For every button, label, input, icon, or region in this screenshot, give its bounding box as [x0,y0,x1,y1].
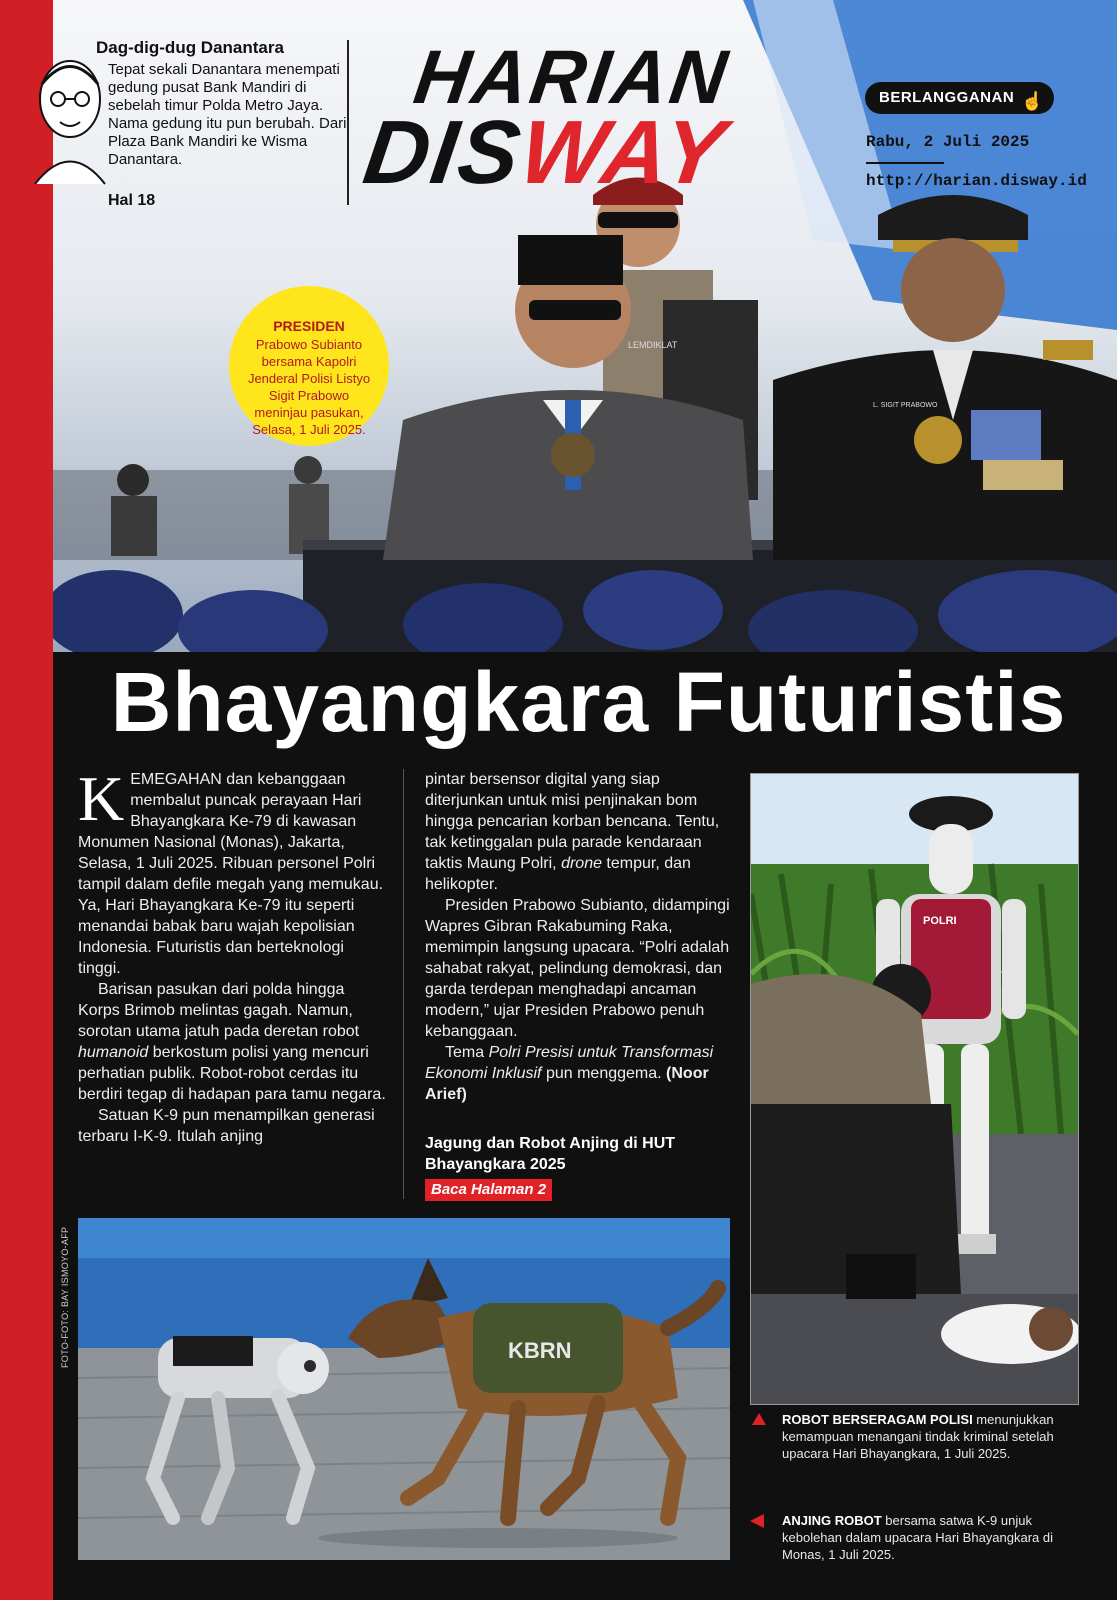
main-headline[interactable]: Bhayangkara Futuristis [110,655,1067,749]
caption-robot-police [782,1411,1082,1462]
harness-text: KBRN [508,1338,572,1363]
paragraph-text: pun menggema. [541,1065,667,1082]
masthead-line2 [357,103,733,203]
paragraph-text: berkostum polisi yang mencuri perhatian publik. Robot-robot cerdas itu berdiri tegap di hadapan para tamu negara. [78,1044,386,1103]
masthead-line1: HARIAN [409,35,735,120]
paragraph-text: tempur, dan helikopter. [425,855,691,893]
date-rule [866,162,944,164]
article-paragraph [425,1042,735,1105]
robot-dog-photo [78,1218,730,1560]
drop-cap: K [78,763,125,834]
site-url-link[interactable]: http://harian.disway.id [866,172,1087,190]
column-rule [403,769,404,1199]
read-page-link[interactable]: Baca Halaman 2 [425,1179,552,1201]
author-byline: (Noor Arief) [425,1065,709,1103]
paragraph-text: pintar bersensor digital yang siap diterjunkan untuk misi penjinakan bom hingga pencarian korban bencana. Tentu, tak ketinggalan pula parade kendaraan taktis Maung Polri, [425,771,720,872]
caption-lead: ROBOT BERSERAGAM POLISI [782,1412,973,1427]
caption-arrow-left-icon [750,1514,764,1528]
paragraph-text: Presiden Prabowo Subianto, didampingi Wapres Gibran Rakabuming Raka, memimpin langsung upacara. “Polri adalah sahabat rakyat, pelindung demokrasi, dan garda terdepan menghadapi ancaman modern,” ujar Presiden Prabowo penuh kebanggaan. [425,897,730,1040]
bubble-heading: PRESIDEN [273,318,345,334]
caption-arrow-up-icon [752,1413,766,1425]
column-page-ref: Hal 18 [108,192,156,209]
photo-caption-bubble [229,286,389,446]
italic-term: humanoid [78,1044,149,1061]
nameplate-text: L. SIGIT PRABOWO [873,402,938,409]
paragraph-text: Tema [445,1044,489,1061]
masthead-way: WAY [514,103,733,203]
teaser-title: Jagung dan Robot Anjing di HUT Bhayangkara 2025 [425,1135,676,1173]
column-divider [347,40,349,205]
paragraph-text: Barisan pasukan dari polda hingga Korps Brimob melintas gagah. Namun, sorotan utama jatuh pada deretan robot [78,981,360,1040]
robot-police-photo [750,773,1079,1405]
italic-term: Polri Presisi untuk Transformasi Ekonomi Inklusif [425,1044,714,1082]
italic-term: drone [561,855,602,872]
subscribe-label: BERLANGGANAN [879,89,1015,106]
photo-credit-text: FOTO-FOTO: BAY ISMOYO-AFP [60,1226,70,1368]
caption-text: menunjukkan kemampuan menangani tindak kriminal setelah upacara Hari Bhayangkara, 1 Juli 2025. [782,1412,1054,1461]
article-paragraph [78,1105,388,1147]
bubble-text: Prabowo Subianto bersama Kapolri Jenderal Polisi Listyo Sigit Prabowo meninjau pasukan, Selasa, 1 Juli 2025. [247,337,371,437]
caption-lead: ANJING ROBOT [782,1513,882,1528]
paragraph-text: EMEGAHAN dan kebanggaan membalut puncak perayaan Hari Bhayangkara Ke-79 di kawasan Monumen Nasional (Monas), Jakarta, Selasa, 1 Juli 2025. Ribuan personel Polri tampil dalam defile megah yang memukau. Ya, Hari Bhayangkara Ke-79 itu seperti menandai babak baru wajah kepolisian Indonesia. Futuristis dan berteknologi tinggi. [78,771,384,977]
issue-date: Rabu, 2 Juli 2025 [866,133,1030,151]
masthead-logo[interactable] [357,35,835,203]
robot-dog-illustration [78,1218,730,1560]
paragraph-text: Satuan K-9 pun menampilkan generasi terbaru I-K-9. Itulah anjing [78,1107,375,1145]
column-title: Dag-dig-dug Danantara [96,38,284,57]
photo-credit [60,1218,74,1378]
caption-text: bersama satwa K-9 unjuk kebolehan dalam upacara Hari Bhayangkara di Monas, 1 Juli 2025. [782,1513,1054,1562]
column-text: Tepat sekali Danantara menempati gedung pusat Bank Mandiri di sebelah timur Polda Metro Jaya. Nama gedung itu pun berubah. Dari Plaza Bank Mandiri ke Wisma Danantara. [108,61,347,168]
subscribe-button[interactable] [865,82,1054,114]
article-column-1 [78,763,388,1147]
robot-police-illustration [751,774,1078,1404]
related-story-teaser[interactable] [425,1133,735,1201]
article-column-2 [425,769,735,1105]
article-paragraph [78,763,388,979]
patch-text: LEMDIKLAT [628,340,678,350]
columnist-portrait-icon [30,44,110,194]
left-accent-bar [0,0,53,1600]
article-paragraph [425,769,735,895]
masthead-dis: DIS [357,103,529,203]
caption-robot-dog [782,1512,1082,1563]
article-paragraph [425,895,735,1042]
robot-vest-text: POLRI [923,915,957,927]
pointer-hand-icon: ☝ [1021,91,1045,111]
article-paragraph [78,979,388,1105]
